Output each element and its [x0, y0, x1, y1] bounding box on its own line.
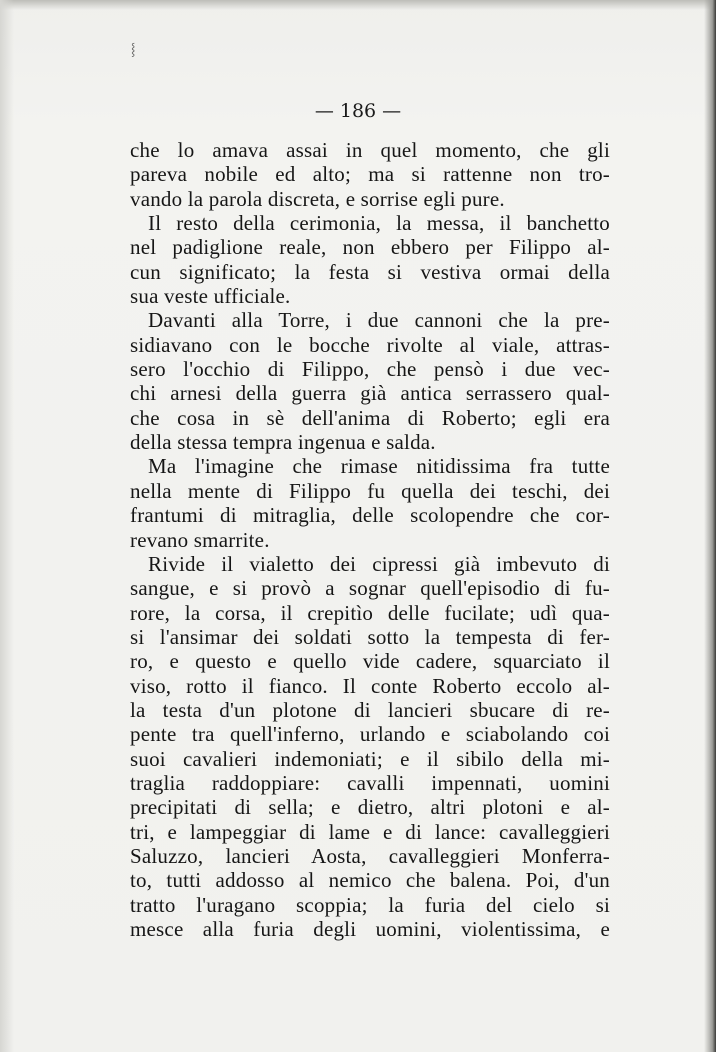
text-line: cun significato; la festa si vestiva ormai della: [130, 259, 610, 284]
page-binding-edge: [704, 0, 716, 1052]
text-line: Il resto della cerimonia, la messa, il banchetto: [148, 211, 610, 236]
text-line: mesce alla furia degli uomini, violentissima, e: [130, 917, 610, 941]
text-line: nel padiglione reale, non ebbero per Filippo al-: [130, 235, 610, 260]
text-line: frantumi di mitraglia, delle scolopendre che cor-: [130, 503, 610, 528]
text-line: sua veste ufficiale.: [130, 284, 291, 309]
text-line: to, tutti addosso al nemico che balena. Poi, d'un: [130, 868, 610, 893]
text-line: traglia raddoppiare: cavalli impennati, uomini: [130, 770, 610, 795]
text-line: Rivide il vialetto dei cipressi già imbevuto di: [148, 551, 610, 576]
page-left-shade: [0, 0, 14, 1052]
text-line: precipitati di sella; e dietro, altri plotoni e al-: [130, 795, 610, 820]
text-line: viso, rotto il fianco. Il conte Roberto eccolo al-: [130, 673, 610, 698]
text-line: tri, e lampeggiar di lame e di lance: cavalleggieri: [130, 819, 610, 844]
text-line: ro, e questo e quello vide cadere, squarciato il: [130, 649, 610, 674]
text-line: che lo amava assai in quel momento, che gli: [130, 138, 610, 162]
text-line: pente tra quell'inferno, urlando e sciabolando coi: [130, 722, 610, 747]
text-line: sidiavano con le bocche rivolte al viale, attras-: [130, 332, 610, 357]
text-line: pareva nobile ed alto; ma si rattenne non tro-: [130, 162, 610, 187]
text-line: Davanti alla Torre, i due cannoni che la pre-: [148, 308, 610, 333]
text-line: si l'ansimar dei soldati sotto la tempesta di fer-: [130, 624, 610, 649]
text-line: sero l'occhio di Filippo, che pensò i due vec-: [130, 357, 610, 382]
text-line: suoi cavalieri indemoniati; e il sibilo della mi-: [130, 746, 610, 771]
text-line: la testa d'un plotone di lancieri sbucare di re-: [130, 697, 610, 722]
text-line: revano smarrite.: [130, 527, 270, 552]
text-line: della stessa tempra ingenua e salda.: [130, 430, 436, 455]
text-line: chi arnesi della guerra già antica serrassero qual-: [130, 381, 610, 406]
text-line: Ma l'imagine che rimase nitidissima fra tutte: [148, 454, 610, 479]
text-line: vando la parola discreta, e sorrise egli pure.: [130, 186, 505, 211]
text-line: tratto l'uragano scoppia; la furia del cielo si: [130, 892, 610, 917]
text-line: nella mente di Filippo fu quella dei teschi, dei: [130, 478, 610, 503]
text-line: Saluzzo, lancieri Aosta, cavalleggieri Monferra-: [130, 843, 610, 868]
ink-speck: ⸾: [131, 42, 136, 56]
text-line: che cosa in sè dell'anima di Roberto; egli era: [130, 405, 610, 430]
text-line: rore, la corsa, il crepitìo delle fucilate; udì qua-: [130, 600, 610, 625]
body-text: [130, 138, 610, 941]
text-line: sangue, e si provò a sognar quell'episodio di fu-: [130, 576, 610, 601]
page-number: — 186 —: [314, 100, 402, 122]
page-top-edge: [0, 0, 716, 10]
